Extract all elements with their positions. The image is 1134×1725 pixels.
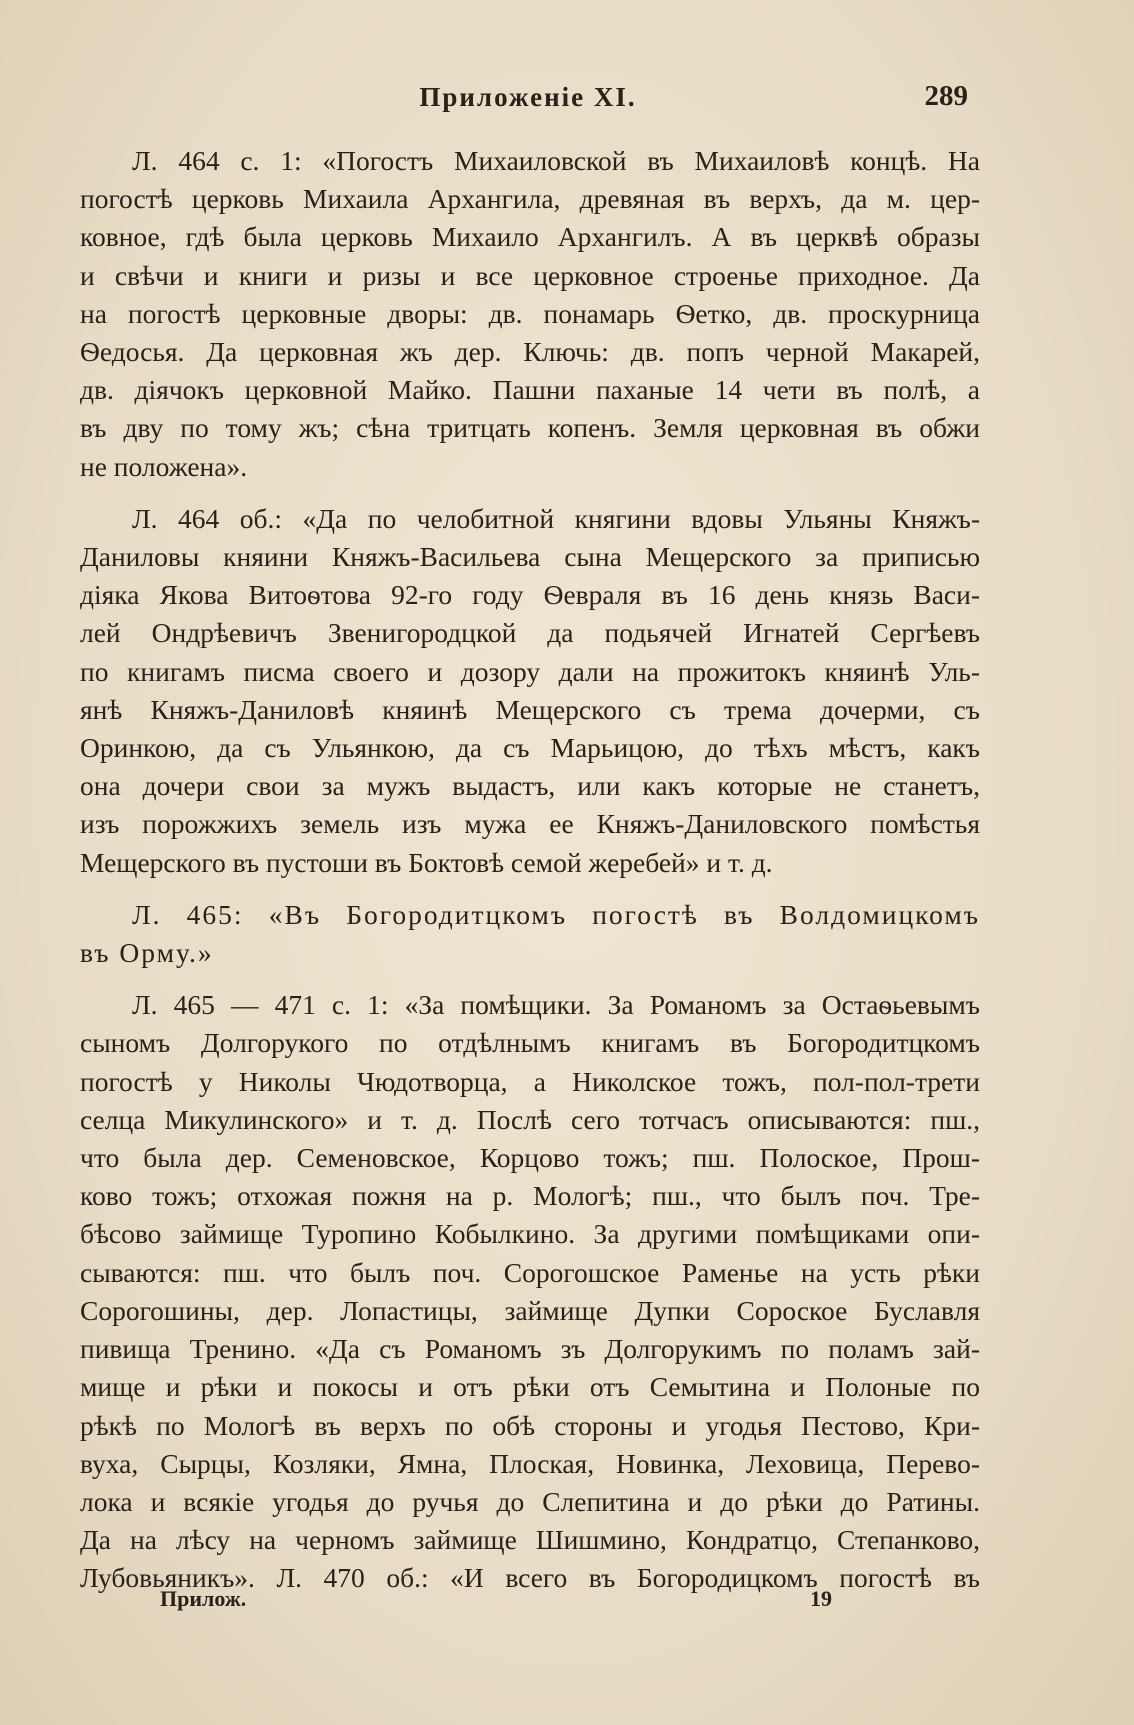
- text-line: лока и всякіе угодья до ручья до Слепитина и до рѣки до Ратины.: [80, 1485, 980, 1517]
- running-header: [78, 78, 978, 118]
- text-line: лей Ондрѣевичъ Звенигородцкой да подьячей Игнатей Сергѣевъ: [80, 617, 980, 649]
- text-line: Мещерского въ пустоши въ Боктовѣ семой жеребей» и т. д.: [80, 846, 773, 878]
- text-line: что была дер. Семеновское, Корцово тожъ; пш. Полоское, Прош-: [80, 1142, 980, 1174]
- text-line: бѣсово займище Туропино Кобылкино. За другими помѣщиками опи-: [80, 1218, 980, 1250]
- text-line: погостѣ у Николы Чюдотворца, а Николское тожъ, пол-пол-трети: [80, 1065, 980, 1097]
- text-line: вуха, Сырцы, Козляки, Ямна, Плоская, Новинка, Леховица, Перево-: [80, 1447, 980, 1479]
- text-line: Да на лѣсу на черномъ займище Шишмино, Кондратцо, Степанково,: [80, 1524, 980, 1556]
- header-title: Приложеніе XI.: [419, 82, 637, 112]
- text-line: въ дву по тому жъ; сѣна тритцать копенъ. Земля церковная въ обжи: [80, 412, 980, 444]
- text-line: ково тожъ; отхожая пожня на р. Mологѣ; пш., что былъ поч. Тре-: [80, 1180, 980, 1212]
- paragraph-4: [80, 986, 980, 1597]
- text-line: Л. 465 — 471 с. 1: «За помѣщики. За Романомъ за Остаѳьевымъ: [132, 989, 980, 1021]
- text-line: Даниловы княини Княжъ-Васильева сына Мещерского за приписью: [80, 541, 980, 573]
- text-line: рѣкѣ по Mологѣ въ верхъ по обѣ стороны и угодья Пестово, Кри-: [80, 1409, 980, 1441]
- text-line: и свѣчи и книги и ризы и все церковное строенье приходное. Да: [80, 259, 980, 291]
- signature-mark: 19: [810, 1586, 832, 1611]
- text-line: діяка Якова Витоѳтова 92-го году Ѳевраля въ 16 день князь Васи-: [80, 579, 980, 611]
- text-line: дв. діячокъ церковной Майко. Пашни паханые 14 чети въ полѣ, а: [80, 374, 980, 406]
- text-line: мище и рѣки и покосы и отъ рѣки отъ Семытина и Полоные по: [80, 1371, 980, 1403]
- paragraph-2: [80, 500, 980, 882]
- text-line: погостѣ церковь Михаила Архангила, древяная въ верхъ, да м. цер-: [80, 183, 980, 215]
- text-line: янѣ Княжъ-Даниловѣ княинѣ Мещерского съ трема дочерми, съ: [80, 693, 980, 725]
- text-line: сываются: пш. что былъ поч. Сорогошское Раменье на усть рѣки: [80, 1256, 980, 1288]
- text-line: не положена».: [80, 450, 248, 482]
- text-line: изъ порожжихъ земель изъ мужа ее Княжъ-Даниловского помѣстья: [80, 808, 980, 840]
- footer-label: Прилож.: [160, 1586, 247, 1611]
- text-line: ковное, гдѣ была церковь Михаило Архангилъ. А въ церквѣ образы: [80, 221, 980, 253]
- text-line: она дочери свои за мужъ выдастъ, или какъ которые не станетъ,: [80, 770, 980, 802]
- paragraph-3: [80, 896, 980, 972]
- text-line: пивища Тренино. «Да съ Романомъ зъ Долгорукимъ по поламъ зай-: [80, 1333, 980, 1365]
- text-line: Л. 464 с. 1: «Погостъ Михаиловской въ Михаиловѣ концѣ. На: [132, 145, 980, 176]
- text-line: селца Микулинского» и т. д. Послѣ сего тотчасъ описываются: пш.,: [80, 1103, 980, 1135]
- page-number: 289: [924, 80, 968, 112]
- paragraph-1: [80, 142, 980, 486]
- text-line: Оринкою, да съ Ульянкою, да съ Марьицою, до тѣхъ мѣстъ, какъ: [80, 732, 980, 764]
- page-footer: [160, 1586, 860, 1618]
- main-text: [80, 142, 980, 1612]
- text-line: Сорогошины, дер. Лопастицы, займище Дупки Сороское Буславля: [80, 1294, 980, 1326]
- text-line: въ Орму.»: [80, 937, 214, 969]
- text-line: по книгамъ писма своего и дозору дали на прожитокъ княинѣ Уль-: [80, 655, 980, 687]
- text-line: Лубовьяникъ». Л. 470 об.: «И всего въ Богородицкомъ погостѣ въ: [80, 1562, 980, 1594]
- text-line: Ѳедосья. Да церковная жъ дер. Ключь: дв. попъ черной Макарей,: [80, 336, 980, 368]
- text-line: на погостѣ церковные дворы: дв. понамарь Ѳетко, дв. проскурница: [80, 297, 980, 329]
- text-line: Л. 464 об.: «Да по челобитной княгини вдовы Ульяны Княжъ-: [132, 502, 980, 534]
- text-line: Л. 465: «Въ Богородитцкомъ погостѣ въ Волдомицкомъ: [132, 898, 980, 930]
- text-line: сыномъ Долгорукого по отдѣлнымъ книгамъ въ Богородитцкомъ: [80, 1027, 980, 1059]
